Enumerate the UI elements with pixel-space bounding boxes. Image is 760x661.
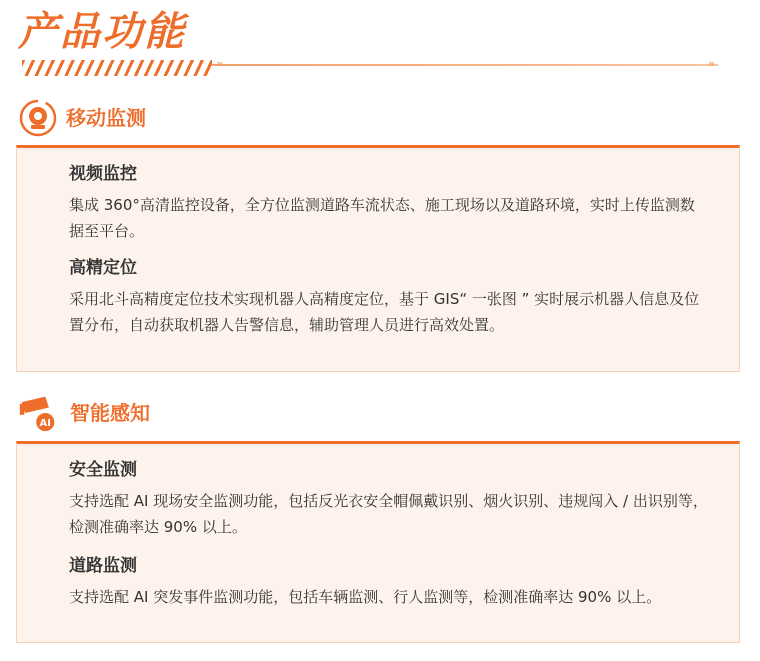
ai-badge-text: AI — [39, 418, 52, 430]
feature-card-intelligent-sensing — [16, 441, 740, 643]
camera-icon — [18, 98, 58, 138]
section-title: 智能感知 — [70, 401, 150, 425]
section-header-mobile-monitoring — [18, 98, 318, 138]
page-title: 产品功能 — [18, 9, 186, 55]
feature-title: 道路监测 — [69, 556, 137, 576]
feature-description: 采用北斗高精度定位技术实现机器人高精度定位，基于 GIS“ 一张图 ” 实时展示机器人信息及位置分布，自动获取机器人告警信息，辅助管理人员进行高效处置。 — [69, 290, 700, 334]
feature-title: 视频监控 — [69, 164, 137, 184]
feature-card-mobile-monitoring — [16, 145, 740, 372]
feature-description: 集成 360°高清监控设备，全方位监测道路车流状态、施工现场以及道路环境，实时上传监测数据至平台。 — [69, 196, 695, 240]
title-stripes-decoration — [22, 60, 212, 76]
feature-description: 支持选配 AI 现场安全监测功能，包括反光衣安全帽佩戴识别、烟火识别、违规闯入 / 出识别等，检测准确率达 90% 以上。 — [69, 492, 708, 536]
title-divider — [212, 64, 718, 66]
section-header-intelligent-sensing — [18, 393, 318, 433]
feature-title: 高精定位 — [69, 258, 137, 278]
chevron-right-icon: » — [708, 57, 716, 70]
feature-title: 安全监测 — [69, 460, 137, 480]
section-title: 移动监测 — [66, 106, 146, 130]
feature-description: 支持选配 AI 突发事件监测功能，包括车辆监测、行人监测等，检测准确率达 90% 以上。 — [69, 588, 662, 606]
ai-camera-icon — [18, 393, 58, 433]
